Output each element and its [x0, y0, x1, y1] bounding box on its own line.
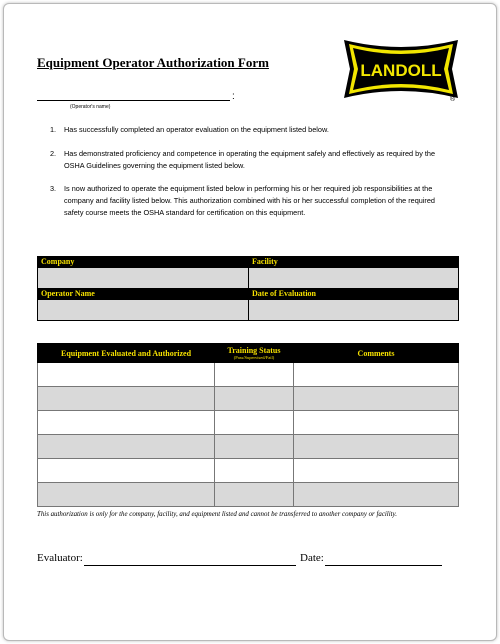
list-item-text: Has successfully completed an operator evaluation on the equipment listed below. [64, 125, 329, 134]
date-label: Date: [300, 552, 324, 564]
table-row [38, 363, 459, 387]
table-row [38, 411, 459, 435]
operator-name-cell[interactable] [38, 300, 249, 321]
list-item [50, 183, 442, 219]
list-item-number: 2. [50, 149, 57, 158]
comments-cell[interactable] [294, 459, 459, 483]
company-info-table [37, 256, 459, 321]
operator-name-field[interactable] [37, 100, 230, 101]
date-of-evaluation-header: Date of Evaluation [249, 289, 459, 300]
equipment-table [37, 343, 459, 507]
training-status-sublabel: (Pass/Supervised/Fail) [233, 355, 275, 360]
training-status-column-header [215, 344, 294, 363]
table-row [38, 483, 459, 507]
evaluator-label: Evaluator: [37, 552, 83, 564]
comments-cell[interactable] [294, 363, 459, 387]
equipment-column-label: Equipment Evaluated and Authorized [60, 348, 192, 358]
list-item-number: 3. [50, 184, 57, 193]
facility-field[interactable] [249, 268, 459, 289]
operator-name-colon: : [232, 91, 235, 102]
table-row [38, 387, 459, 411]
list-item [50, 148, 442, 172]
training-status-cell[interactable] [215, 435, 294, 459]
list-item-text: Is now authorized to operate the equipment listed below in performing his or her required job responsibilities at the company and facility listed below. This authorization combined with his or her successful completion of the required safety course meets the OSHA standard for certification on this equipment. [64, 184, 435, 217]
registered-mark: ® [450, 96, 456, 103]
equipment-cell[interactable] [38, 387, 215, 411]
company-field[interactable] [38, 268, 249, 289]
training-status-cell[interactable] [215, 411, 294, 435]
training-status-cell[interactable] [215, 387, 294, 411]
comments-column-label: Comments [357, 348, 395, 358]
equipment-column-header [38, 344, 215, 363]
equipment-cell[interactable] [38, 459, 215, 483]
comments-cell[interactable] [294, 411, 459, 435]
comments-cell[interactable] [294, 387, 459, 411]
evaluator-signature-field[interactable] [84, 565, 296, 566]
training-status-label: Training Status [227, 346, 281, 355]
operator-name-header: Operator Name [38, 289, 249, 300]
table-row [38, 435, 459, 459]
company-header: Company [38, 257, 249, 268]
landoll-logo [342, 38, 460, 100]
date-of-evaluation-field[interactable] [249, 300, 459, 321]
training-status-cell[interactable] [215, 363, 294, 387]
disclaimer-text: This authorization is only for the company, facility, and equipment listed and cannot be transferred to another company or facility. [37, 511, 397, 518]
logo-text: LANDOLL [360, 61, 442, 80]
equipment-cell[interactable] [38, 483, 215, 507]
list-item-text: Has demonstrated proficiency and competence in operating the equipment safely and effectively as required by the OSHA Guidelines governing the equipment listed below. [64, 149, 436, 170]
equipment-cell[interactable] [38, 411, 215, 435]
date-field[interactable] [325, 565, 442, 566]
table-row [38, 459, 459, 483]
comments-cell[interactable] [294, 483, 459, 507]
equipment-cell[interactable] [38, 363, 215, 387]
training-status-cell[interactable] [215, 483, 294, 507]
comments-column-header [294, 344, 459, 363]
form-title: Equipment Operator Authorization Form [37, 55, 269, 70]
facility-header: Facility [249, 257, 459, 268]
list-item [50, 124, 442, 136]
operator-name-caption: (Operator's name) [70, 104, 111, 110]
list-item-number: 1. [50, 125, 57, 134]
equipment-cell[interactable] [38, 435, 215, 459]
comments-cell[interactable] [294, 435, 459, 459]
training-status-cell[interactable] [215, 459, 294, 483]
